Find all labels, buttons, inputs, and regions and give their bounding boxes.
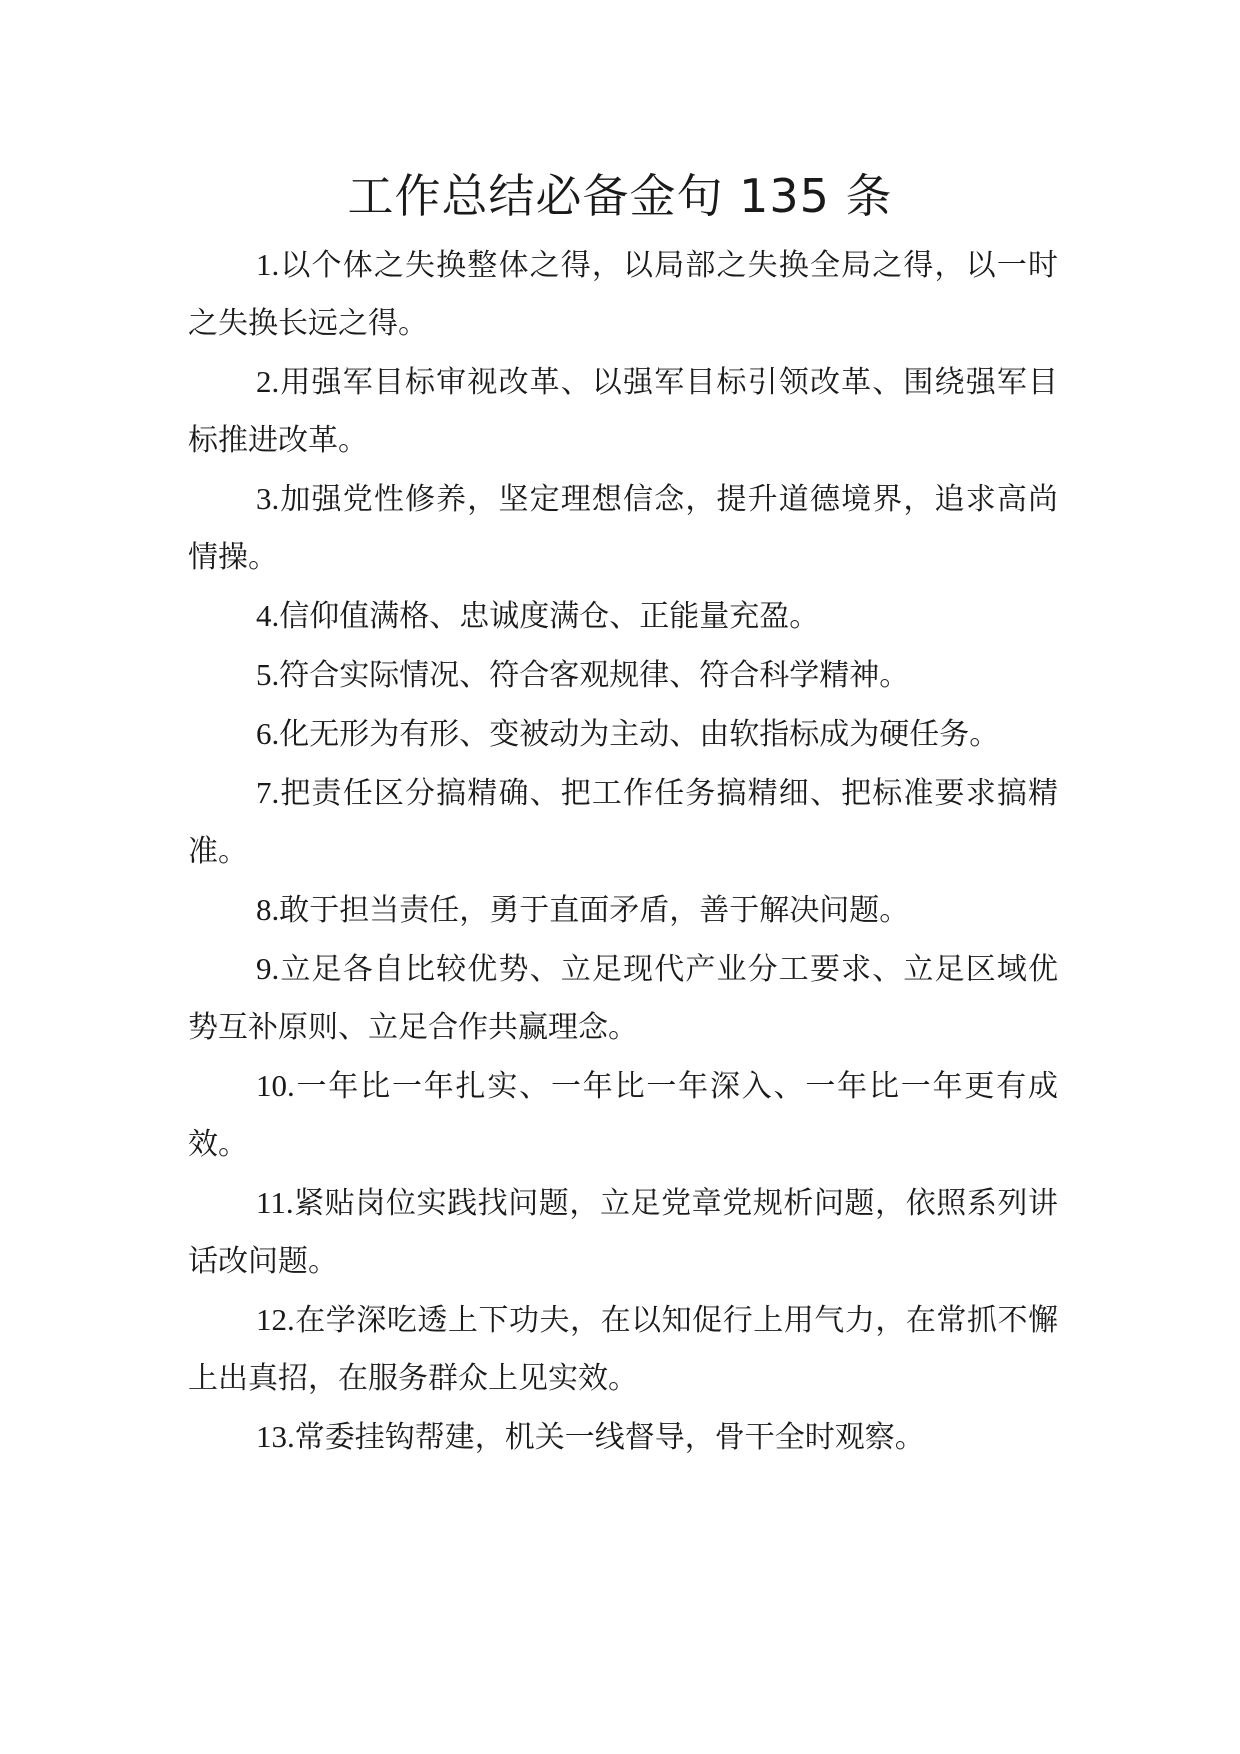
list-item	[188, 1291, 1058, 1408]
item-number: 5.	[256, 657, 280, 692]
item-text: 信仰值满格、忠诚度满仓、正能量充盈。	[279, 599, 820, 634]
document-title: 工作总结必备金句 135 条	[347, 169, 893, 223]
item-number: 11.	[256, 1185, 294, 1220]
item-number: 4.	[256, 598, 280, 633]
item-text: 常委挂钩帮建，机关一线督导，骨干全时观察。	[294, 1420, 925, 1455]
list-item	[188, 353, 1058, 470]
item-number: 8.	[256, 892, 280, 927]
item-number: 7.	[256, 775, 280, 810]
list-item	[188, 1174, 1058, 1291]
item-text: 以个体之失换整体之得，以局部之失换全局之得，以一时之失换长远之得。	[188, 248, 1058, 341]
list-item	[188, 646, 1058, 705]
item-number: 1.	[256, 247, 280, 282]
item-number: 6.	[256, 716, 280, 751]
item-text: 紧贴岗位实践找问题，立足党章党规析问题，依照系列讲话改问题。	[188, 1186, 1058, 1279]
list-item	[188, 236, 1058, 353]
item-text: 敢于担当责任，勇于直面矛盾，善于解决问题。	[279, 893, 910, 928]
item-text: 用强军目标审视改革、以强军目标引领改革、围绕强军目标推进改革。	[188, 365, 1058, 458]
item-number: 12.	[256, 1302, 295, 1337]
item-text: 一年比一年扎实、一年比一年深入、一年比一年更有成效。	[188, 1069, 1058, 1162]
list-item	[188, 1408, 1058, 1467]
document-body	[188, 236, 1058, 1467]
item-text: 加强党性修养，坚定理想信念，提升道德境界，追求高尚情操。	[188, 482, 1058, 575]
item-number: 9.	[256, 951, 280, 986]
item-text: 在学深吃透上下功夫，在以知促行上用气力，在常抓不懈上出真招，在服务群众上见实效。	[188, 1303, 1058, 1396]
item-text: 把责任区分搞精确、把工作任务搞精细、把标准要求搞精准。	[188, 776, 1058, 869]
list-item	[188, 940, 1058, 1057]
item-number: 10.	[256, 1068, 295, 1103]
item-number: 2.	[256, 364, 280, 399]
list-item	[188, 470, 1058, 587]
list-item	[188, 587, 1058, 646]
item-text: 符合实际情况、符合客观规律、符合科学精神。	[279, 658, 910, 693]
list-item	[188, 881, 1058, 940]
item-number: 13.	[256, 1419, 295, 1454]
item-text: 立足各自比较优势、立足现代产业分工要求、立足区域优势互补原则、立足合作共赢理念。	[188, 952, 1058, 1045]
list-item	[188, 764, 1058, 881]
list-item	[188, 1057, 1058, 1174]
item-number: 3.	[256, 481, 280, 516]
list-item	[188, 705, 1058, 764]
item-text: 化无形为有形、变被动为主动、由软指标成为硬任务。	[279, 717, 1000, 752]
